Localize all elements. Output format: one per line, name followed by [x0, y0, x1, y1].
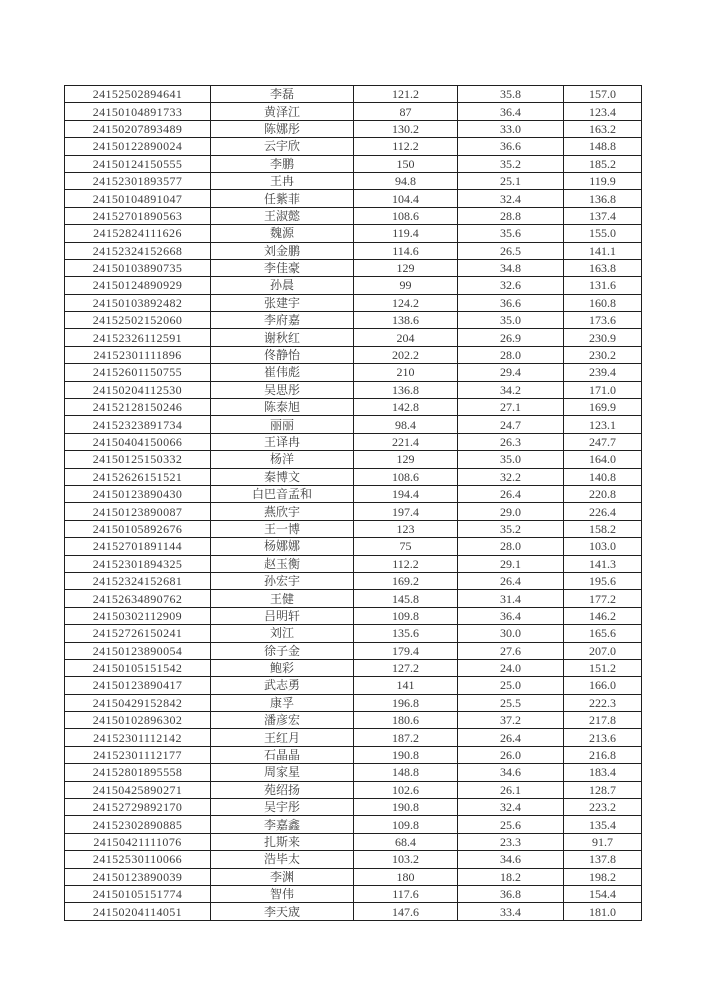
candidate-number-cell: 24150104891733: [65, 103, 211, 120]
score-2-cell: 35.6: [458, 225, 564, 242]
candidate-name-cell: 李磊: [211, 86, 354, 103]
candidate-number-cell: 24152324152681: [65, 572, 211, 589]
score-2-cell: 34.6: [458, 764, 564, 781]
score-1-cell: 148.8: [354, 764, 458, 781]
candidate-name-cell: 赵玉衡: [211, 555, 354, 572]
candidate-number-cell: 24152824111626: [65, 225, 211, 242]
score-1-cell: 75: [354, 538, 458, 555]
table-row: [65, 451, 642, 468]
candidate-name-cell: 张建宇: [211, 294, 354, 311]
table-row: [65, 607, 642, 624]
total-score-cell: 195.6: [564, 572, 642, 589]
score-1-cell: 142.8: [354, 399, 458, 416]
table-row: [65, 277, 642, 294]
table-row: [65, 485, 642, 502]
score-1-cell: 197.4: [354, 503, 458, 520]
table-row: [65, 312, 642, 329]
score-1-cell: 190.8: [354, 746, 458, 763]
total-score-cell: 247.7: [564, 433, 642, 450]
candidate-number-cell: 24152324152668: [65, 242, 211, 259]
score-1-cell: 180: [354, 868, 458, 885]
score-2-cell: 29.4: [458, 364, 564, 381]
score-2-cell: 27.6: [458, 642, 564, 659]
total-score-cell: 164.0: [564, 451, 642, 468]
candidate-name-cell: 丽丽: [211, 416, 354, 433]
candidate-number-cell: 24150124890929: [65, 277, 211, 294]
candidate-name-cell: 云宇欣: [211, 138, 354, 155]
score-2-cell: 32.6: [458, 277, 564, 294]
candidate-number-cell: 24150123890039: [65, 868, 211, 885]
candidate-number-cell: 24152502152060: [65, 312, 211, 329]
score-1-cell: 202.2: [354, 346, 458, 363]
table-row: [65, 190, 642, 207]
score-2-cell: 35.0: [458, 451, 564, 468]
table-row: [65, 885, 642, 902]
candidate-number-cell: 24152701890563: [65, 207, 211, 224]
score-2-cell: 26.1: [458, 781, 564, 798]
score-2-cell: 34.2: [458, 381, 564, 398]
total-score-cell: 239.4: [564, 364, 642, 381]
candidate-name-cell: 智伟: [211, 885, 354, 902]
score-2-cell: 26.4: [458, 729, 564, 746]
total-score-cell: 141.3: [564, 555, 642, 572]
table-row: [65, 538, 642, 555]
table-row: [65, 677, 642, 694]
score-2-cell: 24.0: [458, 659, 564, 676]
candidate-number-cell: 24152301894325: [65, 555, 211, 572]
candidate-number-cell: 24150103890735: [65, 259, 211, 276]
candidate-name-cell: 陈娜彤: [211, 120, 354, 137]
table-row: [65, 746, 642, 763]
score-1-cell: 180.6: [354, 712, 458, 729]
table-row: [65, 242, 642, 259]
score-1-cell: 141: [354, 677, 458, 694]
candidate-number-cell: 24152801895558: [65, 764, 211, 781]
candidate-name-cell: 孙晨: [211, 277, 354, 294]
candidate-name-cell: 徐子金: [211, 642, 354, 659]
score-1-cell: 108.6: [354, 468, 458, 485]
table-row: [65, 503, 642, 520]
score-1-cell: 112.2: [354, 138, 458, 155]
candidate-name-cell: 李佳豪: [211, 259, 354, 276]
candidate-name-cell: 谢秋红: [211, 329, 354, 346]
score-1-cell: 187.2: [354, 729, 458, 746]
score-2-cell: 26.9: [458, 329, 564, 346]
candidate-number-cell: 24150103892482: [65, 294, 211, 311]
table-row: [65, 833, 642, 850]
candidate-name-cell: 苑绍扬: [211, 781, 354, 798]
table-row: [65, 346, 642, 363]
candidate-name-cell: 崔伟彪: [211, 364, 354, 381]
table-row: [65, 694, 642, 711]
total-score-cell: 173.6: [564, 312, 642, 329]
total-score-cell: 160.8: [564, 294, 642, 311]
candidate-name-cell: 李天宬: [211, 903, 354, 921]
candidate-number-cell: 24150124150555: [65, 155, 211, 172]
score-1-cell: 87: [354, 103, 458, 120]
candidate-number-cell: 24150105151542: [65, 659, 211, 676]
total-score-cell: 171.0: [564, 381, 642, 398]
candidate-number-cell: 24150204112530: [65, 381, 211, 398]
candidate-number-cell: 24150421111076: [65, 833, 211, 850]
total-score-cell: 183.4: [564, 764, 642, 781]
score-1-cell: 169.2: [354, 572, 458, 589]
score-2-cell: 29.0: [458, 503, 564, 520]
score-1-cell: 102.6: [354, 781, 458, 798]
candidate-number-cell: 24150104891047: [65, 190, 211, 207]
score-1-cell: 129: [354, 259, 458, 276]
candidate-name-cell: 李鹏: [211, 155, 354, 172]
score-2-cell: 24.7: [458, 416, 564, 433]
total-score-cell: 169.9: [564, 399, 642, 416]
candidate-name-cell: 佟静怡: [211, 346, 354, 363]
score-2-cell: 18.2: [458, 868, 564, 885]
candidate-name-cell: 李渊: [211, 868, 354, 885]
candidate-name-cell: 李府嘉: [211, 312, 354, 329]
score-2-cell: 25.5: [458, 694, 564, 711]
score-1-cell: 190.8: [354, 799, 458, 816]
score-table: [64, 85, 642, 921]
score-2-cell: 35.2: [458, 520, 564, 537]
total-score-cell: 163.2: [564, 120, 642, 137]
total-score-cell: 207.0: [564, 642, 642, 659]
candidate-number-cell: 24150204114051: [65, 903, 211, 921]
score-1-cell: 123: [354, 520, 458, 537]
score-2-cell: 25.6: [458, 816, 564, 833]
score-2-cell: 35.0: [458, 312, 564, 329]
total-score-cell: 163.8: [564, 259, 642, 276]
score-1-cell: 117.6: [354, 885, 458, 902]
table-row: [65, 659, 642, 676]
candidate-number-cell: 24152634890762: [65, 590, 211, 607]
score-2-cell: 28.0: [458, 538, 564, 555]
score-2-cell: 34.8: [458, 259, 564, 276]
score-2-cell: 26.3: [458, 433, 564, 450]
score-1-cell: 99: [354, 277, 458, 294]
table-row: [65, 520, 642, 537]
total-score-cell: 226.4: [564, 503, 642, 520]
table-row: [65, 642, 642, 659]
score-1-cell: 147.6: [354, 903, 458, 921]
candidate-name-cell: 秦博文: [211, 468, 354, 485]
total-score-cell: 198.2: [564, 868, 642, 885]
total-score-cell: 154.4: [564, 885, 642, 902]
candidate-name-cell: 石晶晶: [211, 746, 354, 763]
table-row: [65, 433, 642, 450]
table-row: [65, 468, 642, 485]
candidate-number-cell: 24150207893489: [65, 120, 211, 137]
candidate-number-cell: 24152601150755: [65, 364, 211, 381]
score-table-body: [65, 86, 642, 921]
total-score-cell: 181.0: [564, 903, 642, 921]
candidate-number-cell: 24152301112177: [65, 746, 211, 763]
score-1-cell: 210: [354, 364, 458, 381]
total-score-cell: 157.0: [564, 86, 642, 103]
score-2-cell: 28.0: [458, 346, 564, 363]
table-row: [65, 103, 642, 120]
candidate-name-cell: 王淑懿: [211, 207, 354, 224]
score-1-cell: 130.2: [354, 120, 458, 137]
score-2-cell: 36.4: [458, 607, 564, 624]
candidate-name-cell: 王一博: [211, 520, 354, 537]
score-1-cell: 121.2: [354, 86, 458, 103]
total-score-cell: 217.8: [564, 712, 642, 729]
candidate-number-cell: 24152530110066: [65, 851, 211, 868]
table-row: [65, 625, 642, 642]
candidate-name-cell: 扎斯来: [211, 833, 354, 850]
score-2-cell: 32.4: [458, 799, 564, 816]
score-1-cell: 104.4: [354, 190, 458, 207]
total-score-cell: 123.4: [564, 103, 642, 120]
total-score-cell: 148.8: [564, 138, 642, 155]
total-score-cell: 230.9: [564, 329, 642, 346]
score-2-cell: 30.0: [458, 625, 564, 642]
score-2-cell: 27.1: [458, 399, 564, 416]
table-row: [65, 329, 642, 346]
candidate-name-cell: 吕明轩: [211, 607, 354, 624]
candidate-number-cell: 24152301112142: [65, 729, 211, 746]
table-row: [65, 712, 642, 729]
score-1-cell: 221.4: [354, 433, 458, 450]
table-row: [65, 416, 642, 433]
score-2-cell: 29.1: [458, 555, 564, 572]
candidate-name-cell: 潘彦宏: [211, 712, 354, 729]
candidate-number-cell: 24150105892676: [65, 520, 211, 537]
total-score-cell: 140.8: [564, 468, 642, 485]
score-1-cell: 109.8: [354, 607, 458, 624]
total-score-cell: 128.7: [564, 781, 642, 798]
score-1-cell: 194.4: [354, 485, 458, 502]
total-score-cell: 155.0: [564, 225, 642, 242]
score-1-cell: 135.6: [354, 625, 458, 642]
score-1-cell: 129: [354, 451, 458, 468]
total-score-cell: 165.6: [564, 625, 642, 642]
candidate-name-cell: 刘金鹏: [211, 242, 354, 259]
score-1-cell: 112.2: [354, 555, 458, 572]
candidate-name-cell: 杨洋: [211, 451, 354, 468]
total-score-cell: 230.2: [564, 346, 642, 363]
score-1-cell: 124.2: [354, 294, 458, 311]
total-score-cell: 146.2: [564, 607, 642, 624]
candidate-number-cell: 24152502894641: [65, 86, 211, 103]
score-2-cell: 33.4: [458, 903, 564, 921]
candidate-number-cell: 24150122890024: [65, 138, 211, 155]
candidate-name-cell: 吴思彤: [211, 381, 354, 398]
score-2-cell: 37.2: [458, 712, 564, 729]
total-score-cell: 119.9: [564, 172, 642, 189]
candidate-number-cell: 24152301893577: [65, 172, 211, 189]
score-1-cell: 196.8: [354, 694, 458, 711]
total-score-cell: 135.4: [564, 816, 642, 833]
table-row: [65, 259, 642, 276]
table-row: [65, 138, 642, 155]
total-score-cell: 151.2: [564, 659, 642, 676]
table-row: [65, 120, 642, 137]
score-2-cell: 33.0: [458, 120, 564, 137]
candidate-name-cell: 武志勇: [211, 677, 354, 694]
table-row: [65, 364, 642, 381]
table-row: [65, 381, 642, 398]
score-2-cell: 28.8: [458, 207, 564, 224]
candidate-name-cell: 周家星: [211, 764, 354, 781]
candidate-name-cell: 任紫菲: [211, 190, 354, 207]
table-row: [65, 851, 642, 868]
table-row: [65, 903, 642, 921]
total-score-cell: 131.6: [564, 277, 642, 294]
score-1-cell: 179.4: [354, 642, 458, 659]
score-2-cell: 36.8: [458, 885, 564, 902]
table-row: [65, 86, 642, 103]
candidate-number-cell: 24150123890054: [65, 642, 211, 659]
total-score-cell: 141.1: [564, 242, 642, 259]
score-2-cell: 31.4: [458, 590, 564, 607]
table-row: [65, 207, 642, 224]
candidate-number-cell: 24150302112909: [65, 607, 211, 624]
table-row: [65, 868, 642, 885]
table-row: [65, 172, 642, 189]
table-row: [65, 729, 642, 746]
candidate-name-cell: 康孚: [211, 694, 354, 711]
total-score-cell: 222.3: [564, 694, 642, 711]
score-2-cell: 35.2: [458, 155, 564, 172]
score-2-cell: 26.0: [458, 746, 564, 763]
total-score-cell: 223.2: [564, 799, 642, 816]
candidate-name-cell: 白巴音孟和: [211, 485, 354, 502]
candidate-number-cell: 24150123890087: [65, 503, 211, 520]
candidate-name-cell: 杨娜娜: [211, 538, 354, 555]
candidate-name-cell: 刘江: [211, 625, 354, 642]
total-score-cell: 137.8: [564, 851, 642, 868]
score-2-cell: 26.4: [458, 572, 564, 589]
candidate-name-cell: 燕欣宇: [211, 503, 354, 520]
score-2-cell: 34.6: [458, 851, 564, 868]
candidate-name-cell: 王冉: [211, 172, 354, 189]
score-1-cell: 108.6: [354, 207, 458, 224]
candidate-number-cell: 24150105151774: [65, 885, 211, 902]
candidate-name-cell: 王红月: [211, 729, 354, 746]
candidate-number-cell: 24150125150332: [65, 451, 211, 468]
score-2-cell: 25.0: [458, 677, 564, 694]
candidate-name-cell: 吴宇彤: [211, 799, 354, 816]
score-1-cell: 103.2: [354, 851, 458, 868]
candidate-number-cell: 24150123890417: [65, 677, 211, 694]
table-row: [65, 399, 642, 416]
candidate-number-cell: 24150102896302: [65, 712, 211, 729]
total-score-cell: 91.7: [564, 833, 642, 850]
candidate-number-cell: 24150123890430: [65, 485, 211, 502]
candidate-number-cell: 24152302890885: [65, 816, 211, 833]
table-row: [65, 816, 642, 833]
score-1-cell: 127.2: [354, 659, 458, 676]
candidate-number-cell: 24152726150241: [65, 625, 211, 642]
score-1-cell: 138.6: [354, 312, 458, 329]
candidate-number-cell: 24152326112591: [65, 329, 211, 346]
score-1-cell: 119.4: [354, 225, 458, 242]
total-score-cell: 213.6: [564, 729, 642, 746]
candidate-number-cell: 24152626151521: [65, 468, 211, 485]
candidate-name-cell: 陈泰旭: [211, 399, 354, 416]
score-1-cell: 94.8: [354, 172, 458, 189]
total-score-cell: 166.0: [564, 677, 642, 694]
table-row: [65, 225, 642, 242]
score-2-cell: 32.2: [458, 468, 564, 485]
candidate-number-cell: 24152301111896: [65, 346, 211, 363]
candidate-number-cell: 24152729892170: [65, 799, 211, 816]
candidate-number-cell: 24150404150066: [65, 433, 211, 450]
score-1-cell: 204: [354, 329, 458, 346]
candidate-name-cell: 王健: [211, 590, 354, 607]
candidate-number-cell: 24152128150246: [65, 399, 211, 416]
candidate-name-cell: 魏源: [211, 225, 354, 242]
total-score-cell: 158.2: [564, 520, 642, 537]
total-score-cell: 137.4: [564, 207, 642, 224]
score-2-cell: 26.5: [458, 242, 564, 259]
candidate-name-cell: 王译冉: [211, 433, 354, 450]
score-2-cell: 36.6: [458, 138, 564, 155]
candidate-name-cell: 鲍彩: [211, 659, 354, 676]
table-row: [65, 155, 642, 172]
total-score-cell: 216.8: [564, 746, 642, 763]
score-1-cell: 98.4: [354, 416, 458, 433]
total-score-cell: 185.2: [564, 155, 642, 172]
score-2-cell: 26.4: [458, 485, 564, 502]
score-2-cell: 32.4: [458, 190, 564, 207]
total-score-cell: 136.8: [564, 190, 642, 207]
table-row: [65, 572, 642, 589]
score-1-cell: 109.8: [354, 816, 458, 833]
candidate-name-cell: 黄泽江: [211, 103, 354, 120]
table-row: [65, 555, 642, 572]
score-1-cell: 68.4: [354, 833, 458, 850]
total-score-cell: 103.0: [564, 538, 642, 555]
total-score-cell: 123.1: [564, 416, 642, 433]
score-2-cell: 36.6: [458, 294, 564, 311]
score-2-cell: 35.8: [458, 86, 564, 103]
score-1-cell: 114.6: [354, 242, 458, 259]
candidate-number-cell: 24152323891734: [65, 416, 211, 433]
candidate-number-cell: 24152701891144: [65, 538, 211, 555]
score-2-cell: 25.1: [458, 172, 564, 189]
table-row: [65, 294, 642, 311]
candidate-number-cell: 24150429152842: [65, 694, 211, 711]
candidate-name-cell: 浩毕太: [211, 851, 354, 868]
table-row: [65, 764, 642, 781]
candidate-name-cell: 李嘉鑫: [211, 816, 354, 833]
score-1-cell: 136.8: [354, 381, 458, 398]
score-1-cell: 150: [354, 155, 458, 172]
total-score-cell: 177.2: [564, 590, 642, 607]
candidate-number-cell: 24150425890271: [65, 781, 211, 798]
score-2-cell: 23.3: [458, 833, 564, 850]
table-row: [65, 590, 642, 607]
table-row: [65, 781, 642, 798]
total-score-cell: 220.8: [564, 485, 642, 502]
score-2-cell: 36.4: [458, 103, 564, 120]
candidate-name-cell: 孙宏宇: [211, 572, 354, 589]
score-1-cell: 145.8: [354, 590, 458, 607]
table-row: [65, 799, 642, 816]
